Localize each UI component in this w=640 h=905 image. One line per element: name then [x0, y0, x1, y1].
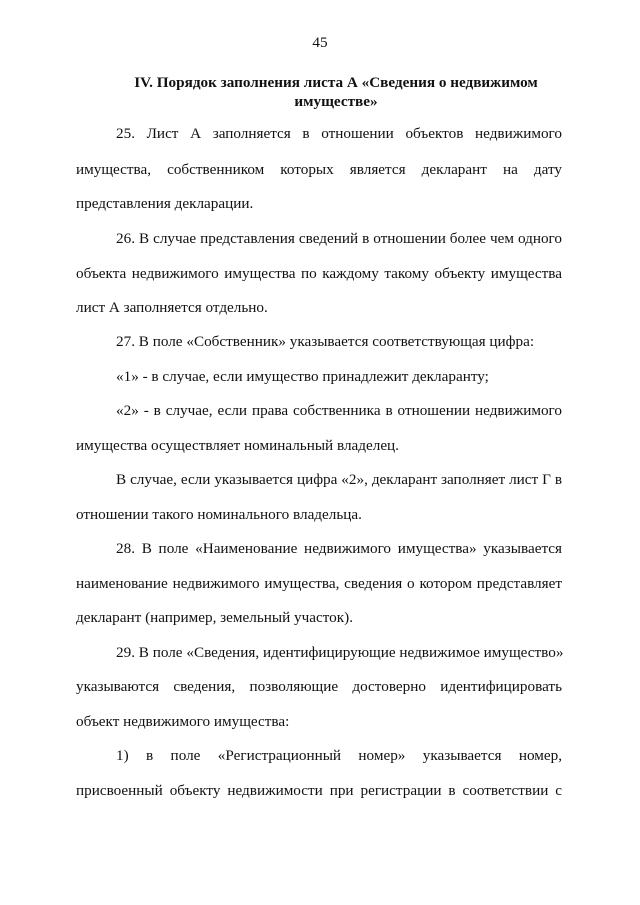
- text-line: 28. В поле «Наименование недвижимого имущества» указывается: [116, 540, 562, 557]
- section-heading: [120, 73, 552, 111]
- text-line: 27. В поле «Собственник» указывается соответствующая цифра:: [116, 333, 535, 350]
- text-line: указываются сведения, позволяющие достоверно идентифицировать: [76, 678, 562, 695]
- page-number: 45: [312, 34, 328, 51]
- text-line: отношении такого номинального владельца.: [76, 506, 362, 523]
- text-line: 1) в поле «Регистрационный номер» указывается номер,: [116, 747, 562, 764]
- text-line: имущества, собственником которых является декларант на дату: [76, 161, 562, 178]
- text-line: «2» - в случае, если права собственника в отношении недвижимого: [116, 402, 562, 419]
- text-line: представления декларации.: [76, 195, 254, 212]
- text-line: имущества осуществляет номинальный владелец.: [76, 437, 399, 454]
- text-line: наименование недвижимого имущества, сведения о котором представляет: [76, 575, 562, 592]
- text-line: декларант (например, земельный участок).: [76, 609, 354, 626]
- text-line: «1» - в случае, если имущество принадлежит декларанту;: [116, 368, 489, 385]
- text-line: 29. В поле «Сведения, идентифицирующие недвижимое имущество»: [116, 644, 564, 661]
- text-line: 26. В случае представления сведений в отношении более чем одного: [116, 230, 562, 247]
- section-heading-line-1: IV. Порядок заполнения листа А «Сведения о недвижимом: [134, 74, 538, 91]
- text-line: присвоенный объекту недвижимости при регистрации в соответствии с: [76, 782, 562, 799]
- text-line: В случае, если указывается цифра «2», декларант заполняет лист Г в: [116, 471, 562, 488]
- text-line: 25. Лист А заполняется в отношении объектов недвижимого: [116, 125, 562, 142]
- section-heading-line-2: имуществе»: [294, 93, 378, 110]
- text-line: объект недвижимого имущества:: [76, 713, 290, 730]
- text-line: объекта недвижимого имущества по каждому такому объекту имущества: [76, 265, 562, 282]
- text-line: лист А заполняется отдельно.: [76, 299, 268, 316]
